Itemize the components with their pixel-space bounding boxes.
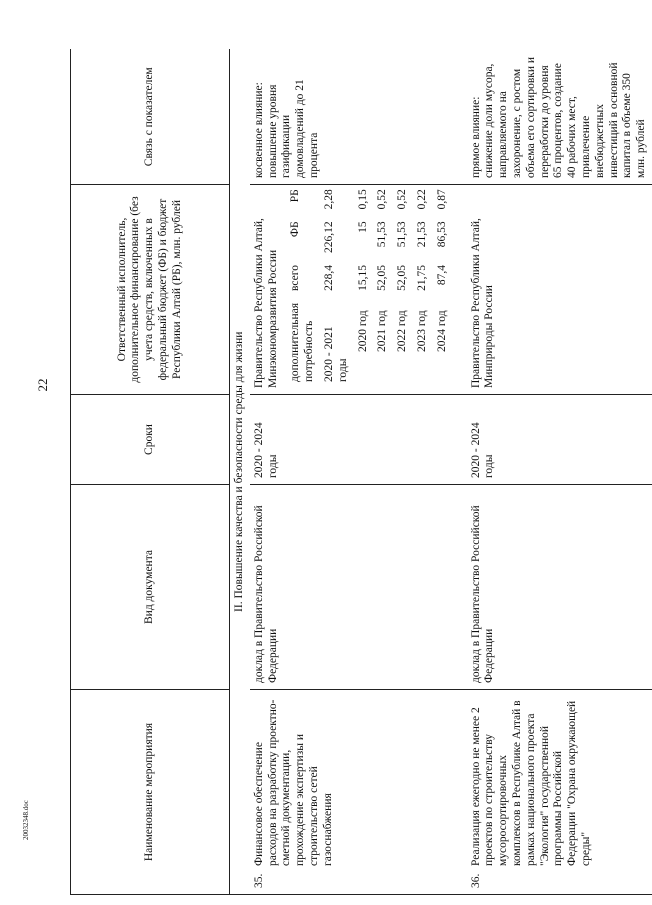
fin-total: 87,4 bbox=[435, 265, 448, 286]
table-row bbox=[456, 50, 652, 895]
fin-rb: 2,28 bbox=[322, 189, 335, 210]
fin-header-total: всего bbox=[289, 265, 302, 291]
fin-header-rb: РБ bbox=[289, 189, 302, 203]
financing-row bbox=[433, 183, 453, 388]
header-link: Связь с показателем bbox=[71, 50, 230, 185]
section-row bbox=[230, 50, 250, 895]
fin-fb: 226,12 bbox=[322, 221, 335, 254]
fin-fb: 51,53 bbox=[376, 221, 389, 248]
row-number: 36. bbox=[469, 873, 482, 888]
fin-fb: 21,53 bbox=[415, 221, 428, 248]
table-header-row bbox=[71, 50, 230, 895]
doc-type: доклад в Правительство Российской Федерации bbox=[456, 485, 652, 690]
executor: Правительство Республики Алтай, Минприроды России bbox=[456, 185, 652, 395]
fin-rb: 0,87 bbox=[435, 189, 448, 210]
financing-table bbox=[286, 183, 452, 388]
row-number: 35. bbox=[252, 873, 265, 888]
fin-total: 52,05 bbox=[376, 265, 389, 291]
fin-label: 2021 год bbox=[376, 310, 389, 352]
fin-rb: 0,52 bbox=[396, 189, 409, 210]
page-number: 22 bbox=[35, 378, 50, 392]
fin-rb: 0,22 bbox=[415, 189, 428, 210]
indicator-link: косвенное влияние: повышение уровня газификации домовладений до 21 процента bbox=[250, 50, 456, 185]
header-name: Наименование мероприятия bbox=[71, 690, 230, 895]
measure-name: Реализация ежегодно не менее 2 проектов по строительству мусоросортировочных комплексов в Республике Алтай в рамках национального проекта "Экология" государственной программы Российской Федерации "Охрана окружающей среды" bbox=[469, 700, 592, 866]
executor: Правительство Республики Алтай, Минэкономразвития России bbox=[252, 218, 279, 388]
fin-label: 2023 год bbox=[415, 310, 428, 352]
doc-type: доклад в Правительство Российской Федерации bbox=[250, 485, 456, 690]
fin-total: 21,75 bbox=[415, 265, 428, 291]
fin-total: 228,4 bbox=[322, 265, 335, 291]
fin-fb: 51,53 bbox=[396, 221, 409, 248]
footer-code: 20032348.doc bbox=[22, 800, 30, 840]
rotated-page-frame bbox=[70, 50, 648, 895]
fin-label: 2022 год bbox=[396, 310, 409, 352]
financing-header bbox=[286, 183, 320, 388]
measure-name: Финансовое обеспечение расходов на разработку проектно-сметной документации, прохождение экспертизы и строительство сетей газоснабжения bbox=[252, 699, 334, 866]
fin-fb: 15 bbox=[356, 221, 369, 233]
fin-rb: 0,52 bbox=[376, 189, 389, 210]
indicator-link: прямое влияние: снижение доли мусора, направляемого на захоронение, с ростом объема его сортировки и переработки до уровня 65 процентов, создание 40 рабочих мест, привлечение внебюджетных инвестиций в основной капитал в объеме 350 млн. рублей bbox=[456, 50, 652, 185]
financing-row bbox=[393, 183, 413, 388]
fin-total: 15,15 bbox=[356, 265, 369, 291]
fin-rb: 0,15 bbox=[356, 189, 369, 210]
header-executor: Ответственный исполнитель, дополнительное финансирование (без учета средств, включенных в федеральный бюджет (ФБ) и бюджет Республики Алтай (РБ), млн. рублей bbox=[71, 185, 230, 395]
fin-label: 2024 год bbox=[435, 310, 448, 352]
terms: 2020 - 2024 годы bbox=[250, 395, 456, 485]
financing-row bbox=[373, 183, 393, 388]
header-doc-type: Вид документа bbox=[71, 485, 230, 690]
fin-label: 2020 год bbox=[356, 310, 369, 352]
table-row bbox=[250, 50, 456, 895]
financing-row bbox=[354, 183, 374, 388]
fin-fb: 86,53 bbox=[435, 221, 448, 248]
measures-table bbox=[70, 50, 652, 896]
financing-row bbox=[320, 183, 354, 388]
section-title: II. Повышение качества и безопасности среды для жизни bbox=[230, 50, 250, 895]
fin-header-fb: ФБ bbox=[289, 221, 302, 238]
header-terms: Сроки bbox=[71, 395, 230, 485]
terms: 2020 - 2024 годы bbox=[456, 395, 652, 485]
fin-total: 52,05 bbox=[396, 265, 409, 291]
fin-header-label: дополнительная потребность bbox=[289, 302, 316, 382]
financing-row bbox=[413, 183, 433, 388]
fin-label: 2020 - 2021 годы bbox=[322, 326, 349, 382]
